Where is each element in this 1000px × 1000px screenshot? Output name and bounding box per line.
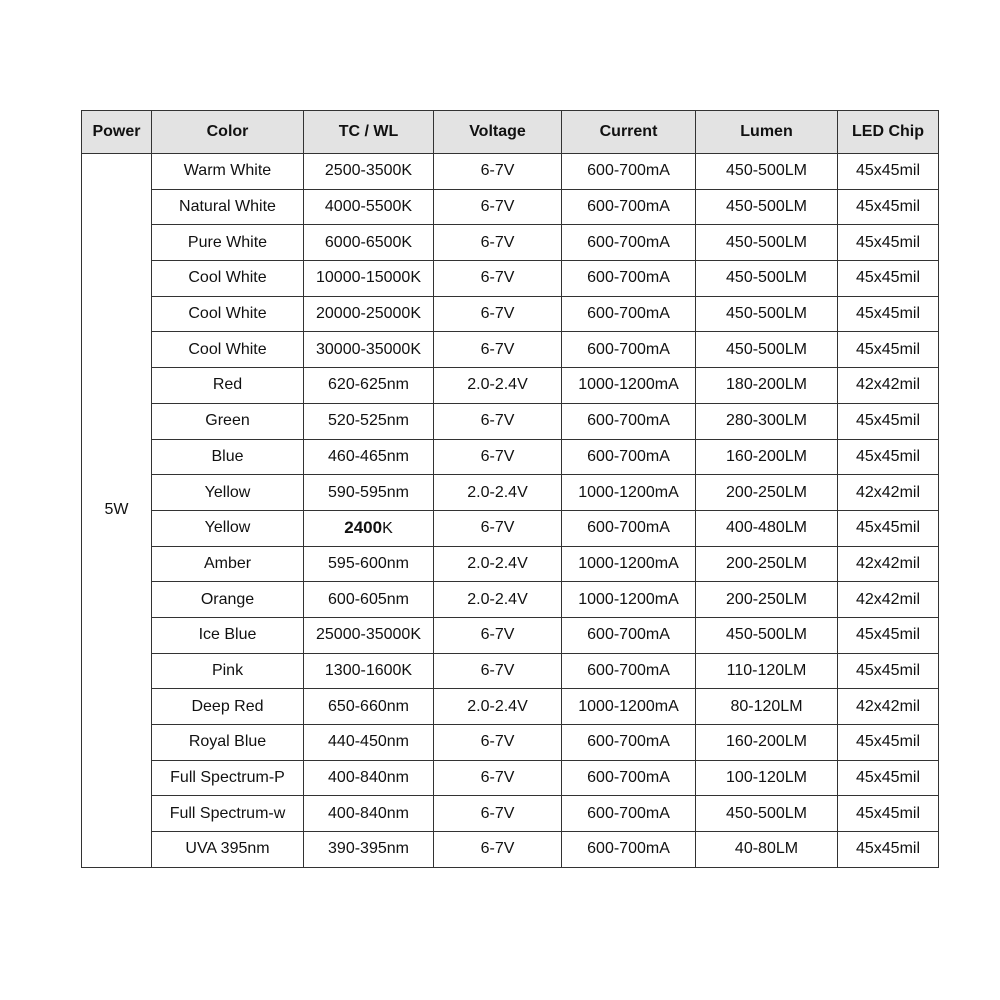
color-cell: Pink	[152, 653, 304, 689]
color-cell	[152, 760, 304, 796]
voltage-cell: 2.0-2.4V	[434, 689, 562, 725]
color-cell: Deep Red	[152, 689, 304, 725]
lumen-cell: 180-200LM	[696, 368, 838, 404]
table-row	[82, 261, 939, 297]
table-row	[82, 189, 939, 225]
table-row	[82, 332, 939, 368]
table-row	[82, 475, 939, 511]
tc-wl-cell	[304, 510, 434, 546]
tc-wl-cell: 600-605nm	[304, 582, 434, 618]
voltage-cell: 6-7V	[434, 403, 562, 439]
tc-wl-cell: 2500-3500K	[304, 154, 434, 190]
tc-wl-cell: 520-525nm	[304, 403, 434, 439]
tc-wl-cell: 390-395nm	[304, 832, 434, 868]
table-row	[82, 725, 939, 761]
header-row	[82, 111, 939, 154]
color-cell: Red	[152, 368, 304, 404]
color-cell: Pure White	[152, 225, 304, 261]
color-cell: Orange	[152, 582, 304, 618]
lumen-cell: 450-500LM	[696, 261, 838, 297]
current-cell: 1000-1200mA	[562, 582, 696, 618]
current-cell: 1000-1200mA	[562, 368, 696, 404]
current-cell: 600-700mA	[562, 154, 696, 190]
color-cell: Warm White	[152, 154, 304, 190]
table-row	[82, 796, 939, 832]
led-chip-cell: 45x45mil	[838, 725, 939, 761]
led-chip-cell: 45x45mil	[838, 296, 939, 332]
lumen-cell: 450-500LM	[696, 617, 838, 653]
color-suffix: w	[273, 804, 286, 822]
color-suffix: P	[274, 769, 285, 787]
lumen-cell: 160-200LM	[696, 725, 838, 761]
led-chip-cell: 45x45mil	[838, 189, 939, 225]
led-chip-cell: 45x45mil	[838, 832, 939, 868]
tc-wl-cell: 4000-5500K	[304, 189, 434, 225]
tc-wl-cell: 650-660nm	[304, 689, 434, 725]
current-cell: 1000-1200mA	[562, 475, 696, 511]
voltage-cell: 6-7V	[434, 439, 562, 475]
lumen-cell: 450-500LM	[696, 189, 838, 225]
voltage-cell: 2.0-2.4V	[434, 582, 562, 618]
current-cell: 600-700mA	[562, 796, 696, 832]
table-row	[82, 403, 939, 439]
color-cell: UVA 395nm	[152, 832, 304, 868]
led-chip-cell: 42x42mil	[838, 689, 939, 725]
table-row	[82, 760, 939, 796]
current-cell: 600-700mA	[562, 261, 696, 297]
tc-value-bold: 2400	[344, 518, 383, 538]
voltage-cell: 6-7V	[434, 796, 562, 832]
header-current: Current	[562, 111, 696, 154]
header-power: Power	[82, 111, 152, 154]
header-led-chip: LED Chip	[838, 111, 939, 154]
color-base: Full Spectrum-	[169, 804, 274, 822]
led-chip-cell: 45x45mil	[838, 403, 939, 439]
lumen-cell: 450-500LM	[696, 225, 838, 261]
table-row	[82, 689, 939, 725]
color-cell: Blue	[152, 439, 304, 475]
lumen-cell: 450-500LM	[696, 796, 838, 832]
header-color: Color	[152, 111, 304, 154]
led-chip-cell: 42x42mil	[838, 582, 939, 618]
voltage-cell: 6-7V	[434, 261, 562, 297]
voltage-cell: 6-7V	[434, 832, 562, 868]
voltage-cell: 6-7V	[434, 653, 562, 689]
current-cell: 1000-1200mA	[562, 546, 696, 582]
tc-wl-cell: 25000-35000K	[304, 617, 434, 653]
color-cell: Yellow	[152, 475, 304, 511]
voltage-cell: 6-7V	[434, 332, 562, 368]
led-spec-table	[81, 110, 939, 868]
voltage-cell: 6-7V	[434, 296, 562, 332]
table-row	[82, 546, 939, 582]
lumen-cell: 40-80LM	[696, 832, 838, 868]
voltage-cell: 6-7V	[434, 189, 562, 225]
table-row	[82, 154, 939, 190]
led-chip-cell: 45x45mil	[838, 154, 939, 190]
color-cell: Green	[152, 403, 304, 439]
table-row	[82, 617, 939, 653]
current-cell: 600-700mA	[562, 403, 696, 439]
led-chip-cell: 45x45mil	[838, 510, 939, 546]
voltage-cell: 6-7V	[434, 154, 562, 190]
header-tc-wl: TC / WL	[304, 111, 434, 154]
voltage-cell: 6-7V	[434, 617, 562, 653]
color-cell: Amber	[152, 546, 304, 582]
tc-wl-cell: 6000-6500K	[304, 225, 434, 261]
tc-wl-cell: 590-595nm	[304, 475, 434, 511]
lumen-cell: 100-120LM	[696, 760, 838, 796]
header-lumen: Lumen	[696, 111, 838, 154]
led-chip-cell: 45x45mil	[838, 653, 939, 689]
led-chip-cell: 45x45mil	[838, 439, 939, 475]
tc-wl-cell: 460-465nm	[304, 439, 434, 475]
voltage-cell: 2.0-2.4V	[434, 475, 562, 511]
led-chip-cell: 45x45mil	[838, 225, 939, 261]
table-row	[82, 368, 939, 404]
table-row	[82, 582, 939, 618]
led-chip-cell: 45x45mil	[838, 617, 939, 653]
lumen-cell: 450-500LM	[696, 154, 838, 190]
color-base: Full Spectrum-	[170, 769, 275, 787]
color-cell	[152, 796, 304, 832]
color-cell: Royal Blue	[152, 725, 304, 761]
voltage-cell: 6-7V	[434, 510, 562, 546]
color-cell: Cool White	[152, 296, 304, 332]
led-chip-cell: 45x45mil	[838, 261, 939, 297]
tc-wl-cell: 620-625nm	[304, 368, 434, 404]
tc-wl-cell: 440-450nm	[304, 725, 434, 761]
voltage-cell: 6-7V	[434, 760, 562, 796]
current-cell: 600-700mA	[562, 617, 696, 653]
current-cell: 1000-1200mA	[562, 689, 696, 725]
color-cell: Cool White	[152, 261, 304, 297]
led-chip-cell: 45x45mil	[838, 760, 939, 796]
lumen-cell: 200-250LM	[696, 475, 838, 511]
voltage-cell: 2.0-2.4V	[434, 368, 562, 404]
table-row	[82, 832, 939, 868]
current-cell: 600-700mA	[562, 296, 696, 332]
led-chip-cell: 42x42mil	[838, 546, 939, 582]
led-chip-cell: 45x45mil	[838, 332, 939, 368]
tc-unit: K	[382, 520, 393, 538]
color-cell: Natural White	[152, 189, 304, 225]
power-cell: 5W	[82, 154, 152, 868]
tc-wl-cell: 10000-15000K	[304, 261, 434, 297]
table-row	[82, 439, 939, 475]
lumen-cell: 200-250LM	[696, 582, 838, 618]
tc-wl-cell: 595-600nm	[304, 546, 434, 582]
led-chip-cell: 45x45mil	[838, 796, 939, 832]
lumen-cell: 450-500LM	[696, 332, 838, 368]
lumen-cell: 400-480LM	[696, 510, 838, 546]
lumen-cell: 280-300LM	[696, 403, 838, 439]
tc-wl-cell: 20000-25000K	[304, 296, 434, 332]
led-chip-cell: 42x42mil	[838, 475, 939, 511]
table-row	[82, 510, 939, 546]
table-row	[82, 296, 939, 332]
current-cell: 600-700mA	[562, 225, 696, 261]
tc-wl-cell: 30000-35000K	[304, 332, 434, 368]
voltage-cell: 6-7V	[434, 225, 562, 261]
current-cell: 600-700mA	[562, 332, 696, 368]
current-cell: 600-700mA	[562, 439, 696, 475]
current-cell: 600-700mA	[562, 832, 696, 868]
table-row	[82, 653, 939, 689]
lumen-cell: 80-120LM	[696, 689, 838, 725]
table-row	[82, 225, 939, 261]
tc-wl-cell: 1300-1600K	[304, 653, 434, 689]
current-cell: 600-700mA	[562, 760, 696, 796]
lumen-cell: 450-500LM	[696, 296, 838, 332]
color-cell: Yellow	[152, 510, 304, 546]
current-cell: 600-700mA	[562, 725, 696, 761]
voltage-cell: 2.0-2.4V	[434, 546, 562, 582]
tc-wl-cell: 400-840nm	[304, 760, 434, 796]
header-voltage: Voltage	[434, 111, 562, 154]
tc-wl-cell: 400-840nm	[304, 796, 434, 832]
current-cell: 600-700mA	[562, 510, 696, 546]
color-cell: Cool White	[152, 332, 304, 368]
lumen-cell: 160-200LM	[696, 439, 838, 475]
led-chip-cell: 42x42mil	[838, 368, 939, 404]
current-cell: 600-700mA	[562, 189, 696, 225]
current-cell: 600-700mA	[562, 653, 696, 689]
voltage-cell: 6-7V	[434, 725, 562, 761]
lumen-cell: 200-250LM	[696, 546, 838, 582]
color-cell: Ice Blue	[152, 617, 304, 653]
lumen-cell: 110-120LM	[696, 653, 838, 689]
table-body	[82, 154, 939, 868]
